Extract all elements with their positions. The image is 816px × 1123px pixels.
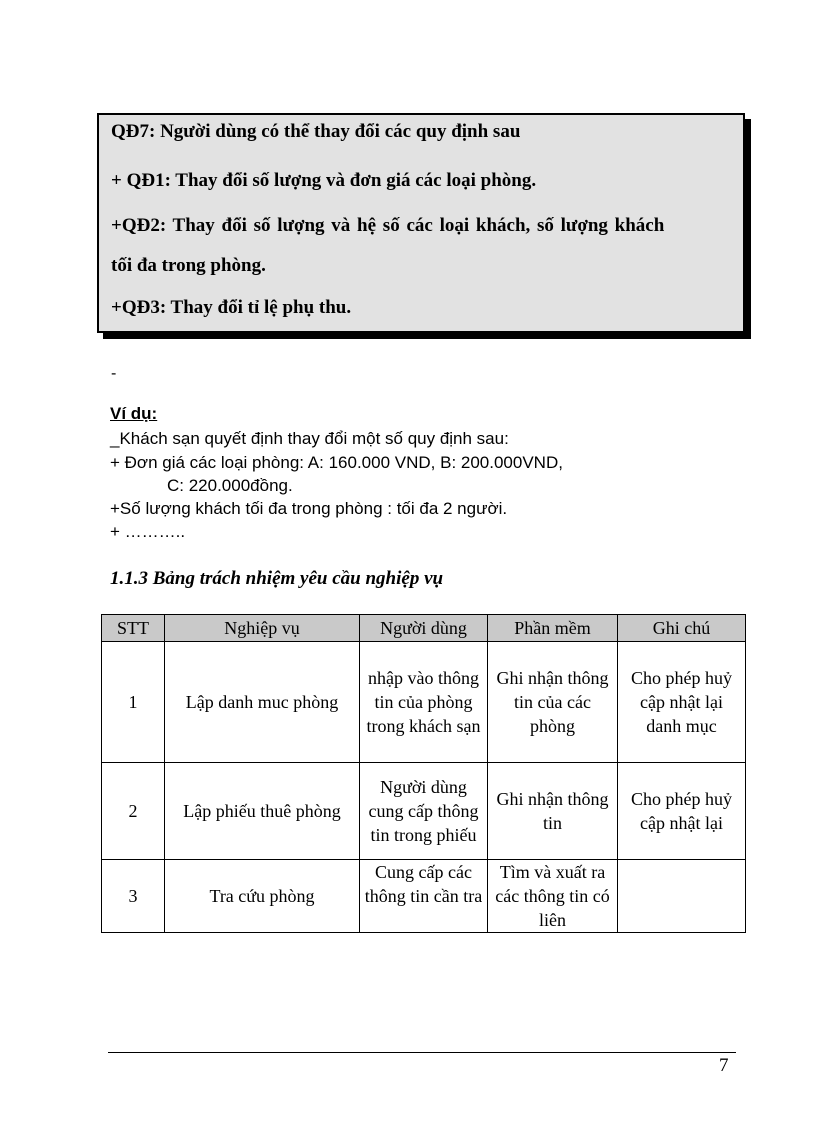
- cell-note: Cho phép huỷ cập nhật lại: [618, 763, 746, 860]
- rules-box: [97, 113, 745, 333]
- header-note: Ghi chú: [618, 615, 746, 642]
- header-business: Nghiệp vụ: [165, 615, 360, 642]
- rule-qd2: +QĐ2: Thay đổi số lượng và hệ số các loại khách, số lượng khách: [111, 215, 665, 236]
- responsibility-table: [101, 614, 746, 933]
- example-line: +Số lượng khách tối đa trong phòng : tối đa 2 người.: [110, 499, 508, 518]
- example-title: Ví dụ:: [110, 404, 158, 423]
- table-row: [102, 860, 746, 933]
- cell-business: Tra cứu phòng: [165, 860, 360, 933]
- page-number: 7: [719, 1055, 729, 1076]
- cell-stt: 2: [102, 763, 165, 860]
- cell-business: Lập phiếu thuê phòng: [165, 763, 360, 860]
- cell-stt: 3: [102, 860, 165, 933]
- header-stt: STT: [102, 615, 165, 642]
- table-header-row: [102, 615, 746, 642]
- example-line: + ………..: [110, 522, 186, 541]
- cell-software: Ghi nhận thông tin của các phòng: [488, 642, 618, 763]
- cell-software: Tìm và xuất ra các thông tin có liên: [488, 860, 618, 933]
- example-line: _Khách sạn quyết định thay đổi một số quy định sau:: [110, 429, 509, 448]
- table-row: [102, 642, 746, 763]
- rule-qd1: + QĐ1: Thay đổi số lượng và đơn giá các loại phòng.: [111, 170, 537, 191]
- example-line: + Đơn giá các loại phòng: A: 160.000 VND, B: 200.000VND,: [110, 453, 563, 472]
- example-line: C: 220.000đồng.: [167, 476, 293, 495]
- cell-business: Lập danh muc phòng: [165, 642, 360, 763]
- footer-divider: [108, 1052, 736, 1053]
- cell-note: [618, 860, 746, 933]
- rule-qd2-continued: tối đa trong phòng.: [111, 255, 266, 276]
- cell-software: Ghi nhận thông tin: [488, 763, 618, 860]
- section-title: 1.1.3 Bảng trách nhiệm yêu cầu nghiệp vụ: [110, 568, 444, 589]
- cell-user: Cung cấp các thông tin cần tra: [360, 860, 488, 933]
- header-software: Phần mềm: [488, 615, 618, 642]
- table-row: [102, 763, 746, 860]
- cell-user: Người dùng cung cấp thông tin trong phiếu: [360, 763, 488, 860]
- cell-stt: 1: [102, 642, 165, 763]
- cell-user: nhập vào thông tin của phòng trong khách sạn: [360, 642, 488, 763]
- dash-marker: -: [111, 365, 117, 382]
- rule-qd7: QĐ7: Người dùng có thể thay đổi các quy định sau: [111, 121, 521, 142]
- cell-note: Cho phép huỷ cập nhật lại danh mục: [618, 642, 746, 763]
- header-user: Người dùng: [360, 615, 488, 642]
- rule-qd3: +QĐ3: Thay đổi tỉ lệ phụ thu.: [111, 297, 352, 318]
